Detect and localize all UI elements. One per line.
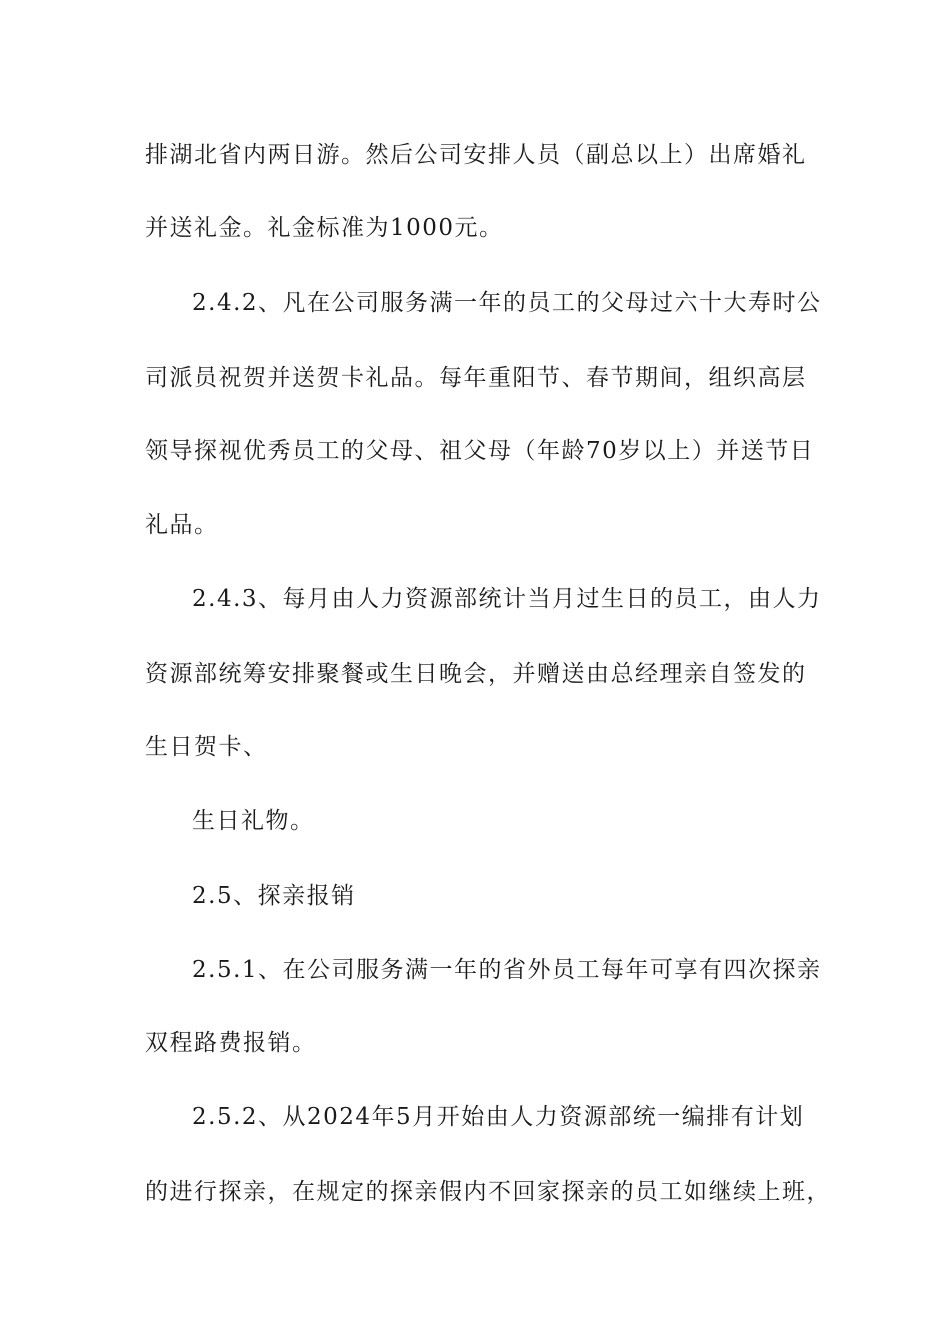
- text-line-2: 并送礼金。礼金标准为1000元。: [145, 215, 504, 241]
- text-line-10: 生日礼物。: [192, 808, 315, 834]
- text-line-15: 的进行探亲，在规定的探亲假内不回家探亲的员工如继续上班，: [145, 1179, 831, 1205]
- text-line-6: 礼品。: [145, 512, 219, 538]
- text-line-7: 2.4.3、每月由人力资源部统计当月过生日的员工，由人力: [192, 586, 822, 612]
- text-line-8: 资源部统筹安排聚餐或生日晚会，并赠送由总经理亲自签发的: [145, 661, 807, 687]
- text-line-12: 2.5.1、在公司服务满一年的省外员工每年可享有四次探亲: [192, 957, 822, 983]
- text-line-13: 双程路费报销。: [145, 1030, 317, 1056]
- text-line-4: 司派员祝贺并送贺卡礼品。每年重阳节、春节期间，组织高层: [145, 365, 807, 391]
- text-line-5: 领导探视优秀员工的父母、祖父母（年龄70岁以上）并送节日: [145, 438, 815, 464]
- text-line-3: 2.4.2、凡在公司服务满一年的员工的父母过六十大寿时公: [192, 290, 822, 316]
- text-line-1: 排湖北省内两日游。然后公司安排人员（副总以上）出席婚礼: [145, 142, 807, 168]
- text-line-9: 生日贺卡、: [145, 734, 268, 760]
- text-line-14: 2.5.2、从2024年5月开始由人力资源部统一编排有计划: [192, 1104, 805, 1130]
- section-heading: 2.5、探亲报销: [192, 883, 356, 909]
